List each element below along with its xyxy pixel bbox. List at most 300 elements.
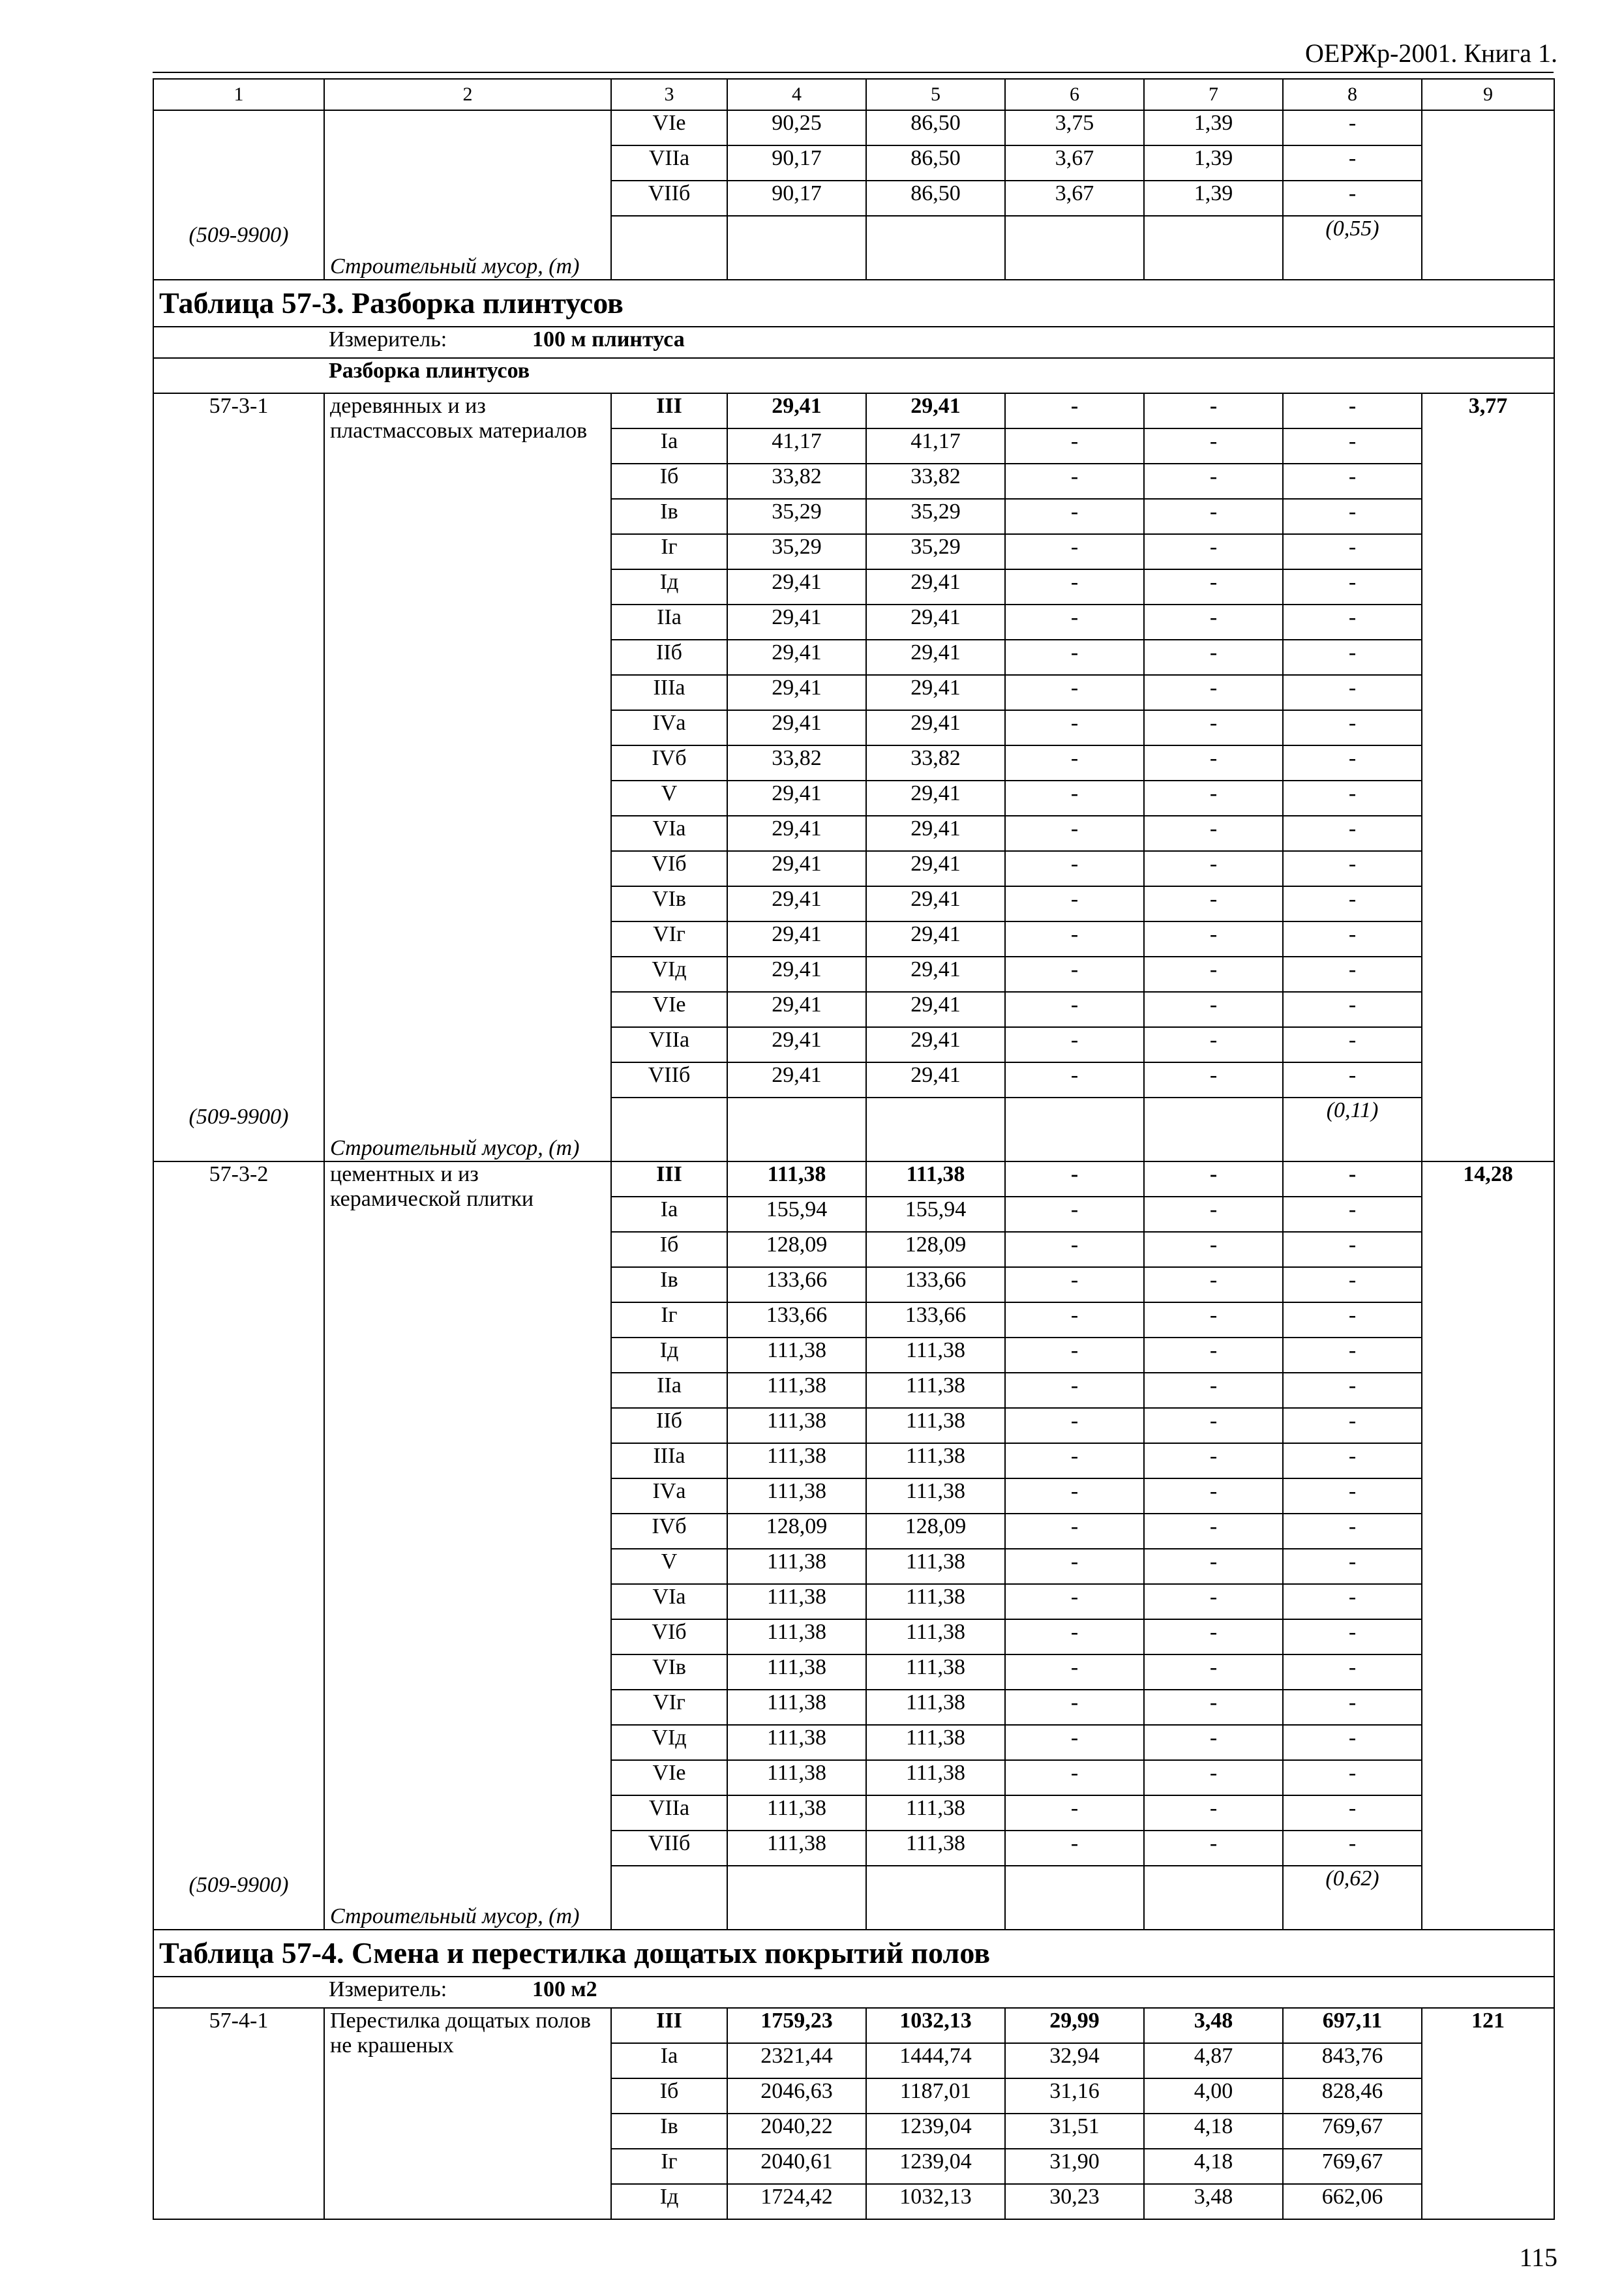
cell-col4: 29,41: [727, 886, 866, 921]
cell-col3: Iд: [611, 1338, 727, 1373]
measurer-label: Измеритель:: [329, 1977, 447, 2001]
cell-col5: 86,50: [866, 145, 1005, 181]
cell-col6: -: [1005, 1795, 1144, 1831]
cell-col3: VIв: [611, 1654, 727, 1690]
cell-col4: 29,41: [727, 640, 866, 675]
cell-col6: -: [1005, 1197, 1144, 1232]
cell-col5: 86,50: [866, 110, 1005, 145]
cell-col4: 111,38: [727, 1584, 866, 1619]
cell-col6: -: [1005, 1267, 1144, 1302]
cell-col7: -: [1144, 1795, 1283, 1831]
cell-col5: 29,41: [866, 710, 1005, 745]
table-57-3-title-text: Таблица 57-3. Разборка плинтусов: [153, 280, 1554, 327]
cell-col5: 111,38: [866, 1408, 1005, 1443]
column-number-4: 4: [727, 79, 866, 110]
cell-col8: -: [1283, 1443, 1422, 1478]
cell-col4: 111,38: [727, 1690, 866, 1725]
cell-col5: 29,41: [866, 886, 1005, 921]
cell-col4: 111,38: [727, 1408, 866, 1443]
cell-col6: -: [1005, 464, 1144, 499]
cell-col5: 111,38: [866, 1443, 1005, 1478]
cell-col8: -: [1283, 1197, 1422, 1232]
trash-code: (509-9900): [188, 1105, 289, 1129]
cell-col3: Iа: [611, 2043, 727, 2078]
cell-col3: IVб: [611, 1514, 727, 1549]
cell-col4: 1759,23: [727, 2008, 866, 2043]
cell-col4: 29,41: [727, 393, 866, 428]
table-row: [153, 1161, 1554, 1197]
cell-col5: 111,38: [866, 1619, 1005, 1654]
cell-col7: 4,87: [1144, 2043, 1283, 2078]
cell-col4: 29,41: [727, 851, 866, 886]
trash-code: (509-9900): [188, 223, 289, 247]
cell-col5: 29,41: [866, 1027, 1005, 1062]
cell-col4: 90,17: [727, 181, 866, 216]
cell-col6: -: [1005, 1338, 1144, 1373]
cell-col7: -: [1144, 886, 1283, 921]
column-number-8: 8: [1283, 79, 1422, 110]
cell-col8: -: [1283, 1690, 1422, 1725]
cell-col4: 29,41: [727, 605, 866, 640]
cell-col6: -: [1005, 921, 1144, 957]
cell-col8: -: [1283, 675, 1422, 710]
cell-col8: -: [1283, 1478, 1422, 1514]
cell-col8: -: [1283, 1760, 1422, 1795]
cell-col7: -: [1144, 1027, 1283, 1062]
item-name-cell: [324, 1161, 611, 1930]
cell-col7: 3,48: [1144, 2008, 1283, 2043]
cell-col6: -: [1005, 499, 1144, 534]
price-table: [153, 78, 1555, 2220]
cell-col4: 111,38: [727, 1161, 866, 1197]
column-number-1: 1: [153, 79, 324, 110]
table-57-4-measurer: [153, 1977, 1554, 2008]
cell-col5: [866, 1866, 1005, 1930]
cell-col8: -: [1283, 781, 1422, 816]
cell-col3: VIв: [611, 886, 727, 921]
cell-col7: -: [1144, 1584, 1283, 1619]
cell-col4: 33,82: [727, 464, 866, 499]
cell-col6: -: [1005, 605, 1144, 640]
cell-col4: [727, 1866, 866, 1930]
cell-col8: -: [1283, 886, 1422, 921]
column-number-9: 9: [1422, 79, 1554, 110]
cell-col6: [1005, 1866, 1144, 1930]
cell-col3: IIб: [611, 640, 727, 675]
cell-col3: VIд: [611, 957, 727, 992]
cell-col6: -: [1005, 851, 1144, 886]
cell-col8: -: [1283, 499, 1422, 534]
cell-col8: -: [1283, 605, 1422, 640]
cell-col8: -: [1283, 1584, 1422, 1619]
cell-col7: -: [1144, 1443, 1283, 1478]
cell-col3: Iг: [611, 2149, 727, 2184]
cell-col3: VIIб: [611, 181, 727, 216]
cell-col7: 1,39: [1144, 181, 1283, 216]
cell-col4: 1724,42: [727, 2184, 866, 2219]
cell-col7: -: [1144, 1831, 1283, 1866]
cell-col6: -: [1005, 1831, 1144, 1866]
cell-col6: -: [1005, 428, 1144, 464]
cell-col6: -: [1005, 886, 1144, 921]
cell-col4: 133,66: [727, 1267, 866, 1302]
cell-col8: -: [1283, 1062, 1422, 1098]
cell-col3: VIб: [611, 1619, 727, 1654]
cell-col4: 111,38: [727, 1654, 866, 1690]
cell-col8: -: [1283, 851, 1422, 886]
cell-col6: -: [1005, 1690, 1144, 1725]
cell-col5: 33,82: [866, 464, 1005, 499]
column-number-5: 5: [866, 79, 1005, 110]
cell-col3: VIг: [611, 1690, 727, 1725]
cell-col3: VIIа: [611, 145, 727, 181]
column-number-2: 2: [324, 79, 611, 110]
cell-col5: 1239,04: [866, 2149, 1005, 2184]
cell-col7: -: [1144, 1514, 1283, 1549]
cell-col8: 697,11: [1283, 2008, 1422, 2043]
cell-col6: -: [1005, 1654, 1144, 1690]
measurer-wrap: [159, 327, 1548, 352]
cell-col6: -: [1005, 1725, 1144, 1760]
cell-col4: 111,38: [727, 1478, 866, 1514]
cell-col6: -: [1005, 1027, 1144, 1062]
cell-col5: 29,41: [866, 640, 1005, 675]
table-57-3-measurer: [153, 327, 1554, 358]
cell-col6: -: [1005, 745, 1144, 781]
cell-col3: VIб: [611, 851, 727, 886]
table-57-3-measurer-cell: [153, 327, 1554, 358]
cell-col4: 29,41: [727, 781, 866, 816]
measurer-wrap: [159, 1977, 1548, 2002]
cell-col6: -: [1005, 1619, 1144, 1654]
cell-col5: 111,38: [866, 1795, 1005, 1831]
cell-col3: VIIа: [611, 1027, 727, 1062]
cell-col3: III: [611, 393, 727, 428]
trash-value: (0,11): [1283, 1098, 1422, 1161]
item-code: 57-3-1: [209, 394, 269, 418]
cell-col7: -: [1144, 1267, 1283, 1302]
cell-col4: 2046,63: [727, 2078, 866, 2114]
cell-col8: -: [1283, 1027, 1422, 1062]
cell-col6: -: [1005, 1373, 1144, 1408]
section-title-text: Разборка плинтусов: [329, 359, 530, 383]
cell-col3: IIIа: [611, 1443, 727, 1478]
cell-col5: 1032,13: [866, 2008, 1005, 2043]
cell-col8: -: [1283, 1302, 1422, 1338]
cell-col7: -: [1144, 464, 1283, 499]
cell-col4: 29,41: [727, 1027, 866, 1062]
cell-col5: 155,94: [866, 1197, 1005, 1232]
trash-value: (0,55): [1283, 216, 1422, 280]
cell-col8: -: [1283, 1373, 1422, 1408]
cell-col6: -: [1005, 1760, 1144, 1795]
cell-col4: 2040,61: [727, 2149, 866, 2184]
cell-col7: -: [1144, 745, 1283, 781]
cell-col5: 111,38: [866, 1478, 1005, 1514]
cell-col5: 29,41: [866, 851, 1005, 886]
cell-col8: -: [1283, 921, 1422, 957]
cell-col8: -: [1283, 181, 1422, 216]
cell-col3: [611, 1098, 727, 1161]
cell-col3: IVб: [611, 745, 727, 781]
cell-col6: -: [1005, 1584, 1144, 1619]
cell-col7: -: [1144, 1232, 1283, 1267]
cell-col6: -: [1005, 1232, 1144, 1267]
cell-col7: -: [1144, 1619, 1283, 1654]
cell-col6: [1005, 216, 1144, 280]
cell-col7: -: [1144, 1062, 1283, 1098]
cell-col4: 111,38: [727, 1725, 866, 1760]
cell-col6: -: [1005, 675, 1144, 710]
cell-col8: -: [1283, 992, 1422, 1027]
cell-col6: -: [1005, 816, 1144, 851]
cell-col3: [611, 216, 727, 280]
cell-col4: 111,38: [727, 1443, 866, 1478]
item-code-cell: 57-4-1: [153, 2008, 324, 2219]
cell-col5: 111,38: [866, 1760, 1005, 1795]
cell-col6: -: [1005, 393, 1144, 428]
cell-col7: [1144, 1098, 1283, 1161]
cell-col5: 1187,01: [866, 2078, 1005, 2114]
cell-col6: -: [1005, 1302, 1144, 1338]
cell-col6: -: [1005, 1062, 1144, 1098]
cell-col3: V: [611, 1549, 727, 1584]
cell-col3: Iв: [611, 499, 727, 534]
cell-col8: 769,67: [1283, 2149, 1422, 2184]
measurer-label: Измеритель:: [329, 327, 447, 352]
cell-col5: 111,38: [866, 1725, 1005, 1760]
cell-col5: 29,41: [866, 921, 1005, 957]
cell-col3: IIа: [611, 605, 727, 640]
cell-col3: V: [611, 781, 727, 816]
cell-col5: 111,38: [866, 1584, 1005, 1619]
cell-col8: -: [1283, 1619, 1422, 1654]
cell-col6: -: [1005, 781, 1144, 816]
cell-col3: Iг: [611, 534, 727, 569]
item-name: деревянных и из пластмассовых материалов: [330, 394, 588, 443]
table-row: [153, 110, 1554, 145]
cell-col8: -: [1283, 1232, 1422, 1267]
measurer-value: 100 м2: [532, 1977, 597, 2001]
cell-col8: -: [1283, 1549, 1422, 1584]
cell-col7: -: [1144, 957, 1283, 992]
cell-col3: VIа: [611, 816, 727, 851]
cell-col4: 29,41: [727, 816, 866, 851]
cell-col5: 111,38: [866, 1373, 1005, 1408]
cell-col5: 29,41: [866, 569, 1005, 605]
cell-col6: -: [1005, 1443, 1144, 1478]
cell-col8: -: [1283, 1725, 1422, 1760]
cell-col7: -: [1144, 1338, 1283, 1373]
cell-col6: -: [1005, 1478, 1144, 1514]
cell-col8: -: [1283, 1338, 1422, 1373]
cell-col4: 90,25: [727, 110, 866, 145]
cell-col3: IIб: [611, 1408, 727, 1443]
cell-col3: VIе: [611, 1760, 727, 1795]
cell-col8: -: [1283, 393, 1422, 428]
cell-col5: 29,41: [866, 393, 1005, 428]
section-title: [153, 358, 1554, 393]
cell-col5: 29,41: [866, 781, 1005, 816]
trash-label: Строительный мусор, (т): [330, 254, 580, 278]
cell-col3: IIIа: [611, 675, 727, 710]
cell-col4: 29,41: [727, 1062, 866, 1098]
cell-col5: 35,29: [866, 534, 1005, 569]
cell-col7: -: [1144, 534, 1283, 569]
cell-col8: 843,76: [1283, 2043, 1422, 2078]
cell-col4: [727, 1098, 866, 1161]
header-rule: [153, 72, 1554, 73]
cell-col3: VIе: [611, 992, 727, 1027]
trash-label: Строительный мусор, (т): [330, 1904, 580, 1928]
cell-col7: 1,39: [1144, 145, 1283, 181]
cell-col4: 90,17: [727, 145, 866, 181]
cell-col5: 133,66: [866, 1302, 1005, 1338]
cell-col7: -: [1144, 1302, 1283, 1338]
cell-col3: VIе: [611, 110, 727, 145]
measurer-value: 100 м плинтуса: [532, 327, 685, 352]
cell-col7: -: [1144, 393, 1283, 428]
cell-col8: -: [1283, 1795, 1422, 1831]
cell-col3: III: [611, 1161, 727, 1197]
column-number-3: 3: [611, 79, 727, 110]
table-57-4-measurer-cell: [153, 1977, 1554, 2008]
cell-col6: -: [1005, 1161, 1144, 1197]
cell-col8: -: [1283, 1408, 1422, 1443]
cell-col6: 31,16: [1005, 2078, 1144, 2114]
cell-col8: -: [1283, 110, 1422, 145]
cell-col3: Iа: [611, 1197, 727, 1232]
cell-col3: VIIб: [611, 1831, 727, 1866]
cell-col6: -: [1005, 1549, 1144, 1584]
cell-col6: 30,23: [1005, 2184, 1144, 2219]
column-number-row: [153, 79, 1554, 110]
cell-col5: 29,41: [866, 1062, 1005, 1098]
cell-col7: -: [1144, 1478, 1283, 1514]
cell-col8: -: [1283, 145, 1422, 181]
cell-col4: [727, 216, 866, 280]
cell-col4: 133,66: [727, 1302, 866, 1338]
cell-col3: Iб: [611, 464, 727, 499]
cell-col8: -: [1283, 640, 1422, 675]
cell-col8: -: [1283, 1654, 1422, 1690]
cell-col7: 4,18: [1144, 2114, 1283, 2149]
cell-col6: -: [1005, 1408, 1144, 1443]
cell-col3: Iд: [611, 2184, 727, 2219]
item-name: цементных и из керамической плитки: [330, 1162, 534, 1211]
cell-col6: -: [1005, 957, 1144, 992]
cell-col6: -: [1005, 640, 1144, 675]
cell-col4: 2040,22: [727, 2114, 866, 2149]
cell-col4: 128,09: [727, 1232, 866, 1267]
cell-col4: 111,38: [727, 1338, 866, 1373]
cell-col8: -: [1283, 569, 1422, 605]
cell-col8: -: [1283, 1514, 1422, 1549]
item-name-cell: [324, 110, 611, 280]
cell-col6: 31,51: [1005, 2114, 1144, 2149]
cell-col6: 3,75: [1005, 110, 1144, 145]
cell-col8: -: [1283, 710, 1422, 745]
cell-col4: 111,38: [727, 1373, 866, 1408]
cell-col3: Iд: [611, 569, 727, 605]
trash-label: Строительный мусор, (т): [330, 1136, 580, 1160]
cell-col6: -: [1005, 534, 1144, 569]
cell-col3: III: [611, 2008, 727, 2043]
cell-col7: -: [1144, 1373, 1283, 1408]
cell-col5: 128,09: [866, 1514, 1005, 1549]
column-number-7: 7: [1144, 79, 1283, 110]
cell-col5: 111,38: [866, 1690, 1005, 1725]
cell-col8: -: [1283, 745, 1422, 781]
cell-col5: 33,82: [866, 745, 1005, 781]
cell-col7: -: [1144, 640, 1283, 675]
cell-col4: 128,09: [727, 1514, 866, 1549]
cell-col7: -: [1144, 499, 1283, 534]
cell-col5: [866, 216, 1005, 280]
cell-col7: -: [1144, 1549, 1283, 1584]
cell-col4: 111,38: [727, 1831, 866, 1866]
cell-col3: IVа: [611, 1478, 727, 1514]
cell-col3: Iг: [611, 1302, 727, 1338]
cell-col7: [1144, 216, 1283, 280]
cell-col4: 35,29: [727, 499, 866, 534]
cell-col4: 29,41: [727, 675, 866, 710]
cell-col4: 29,41: [727, 957, 866, 992]
cell-col8: -: [1283, 1161, 1422, 1197]
cell-col8: -: [1283, 816, 1422, 851]
cell-col5: 111,38: [866, 1549, 1005, 1584]
cell-col4: 29,41: [727, 710, 866, 745]
cell-col7: 4,18: [1144, 2149, 1283, 2184]
cell-col5: 86,50: [866, 181, 1005, 216]
cell-col6: -: [1005, 992, 1144, 1027]
cell-col6: 3,67: [1005, 145, 1144, 181]
cell-col5: 29,41: [866, 992, 1005, 1027]
cell-col4: 29,41: [727, 569, 866, 605]
cell-col7: [1144, 1866, 1283, 1930]
cell-col5: 128,09: [866, 1232, 1005, 1267]
cell-col7: -: [1144, 1197, 1283, 1232]
cell-col4: 155,94: [727, 1197, 866, 1232]
cell-col5: 1239,04: [866, 2114, 1005, 2149]
cell-col4: 29,41: [727, 992, 866, 1027]
cell-col5: 111,38: [866, 1161, 1005, 1197]
cell-col3: VIIб: [611, 1062, 727, 1098]
item-col9: 14,28: [1422, 1161, 1554, 1930]
cell-col7: -: [1144, 605, 1283, 640]
cell-col3: VIIа: [611, 1795, 727, 1831]
cell-col4: 111,38: [727, 1549, 866, 1584]
cell-col5: [866, 1098, 1005, 1161]
page-number: 115: [1519, 2243, 1557, 2272]
cell-col7: -: [1144, 992, 1283, 1027]
item-name-cell: [324, 393, 611, 1161]
cell-col6: 3,67: [1005, 181, 1144, 216]
cell-col7: -: [1144, 1690, 1283, 1725]
cell-col6: [1005, 1098, 1144, 1161]
cell-col8: 828,46: [1283, 2078, 1422, 2114]
page-header: ОЕРЖр-2001. Книга 1.: [1305, 38, 1557, 68]
cell-col5: 29,41: [866, 957, 1005, 992]
cell-col6: 31,90: [1005, 2149, 1144, 2184]
cell-col5: 1032,13: [866, 2184, 1005, 2219]
cell-col4: 111,38: [727, 1795, 866, 1831]
cell-col7: -: [1144, 1760, 1283, 1795]
cell-col5: 29,41: [866, 816, 1005, 851]
cell-col8: -: [1283, 1831, 1422, 1866]
cell-col6: 32,94: [1005, 2043, 1144, 2078]
cell-col4: 111,38: [727, 1760, 866, 1795]
